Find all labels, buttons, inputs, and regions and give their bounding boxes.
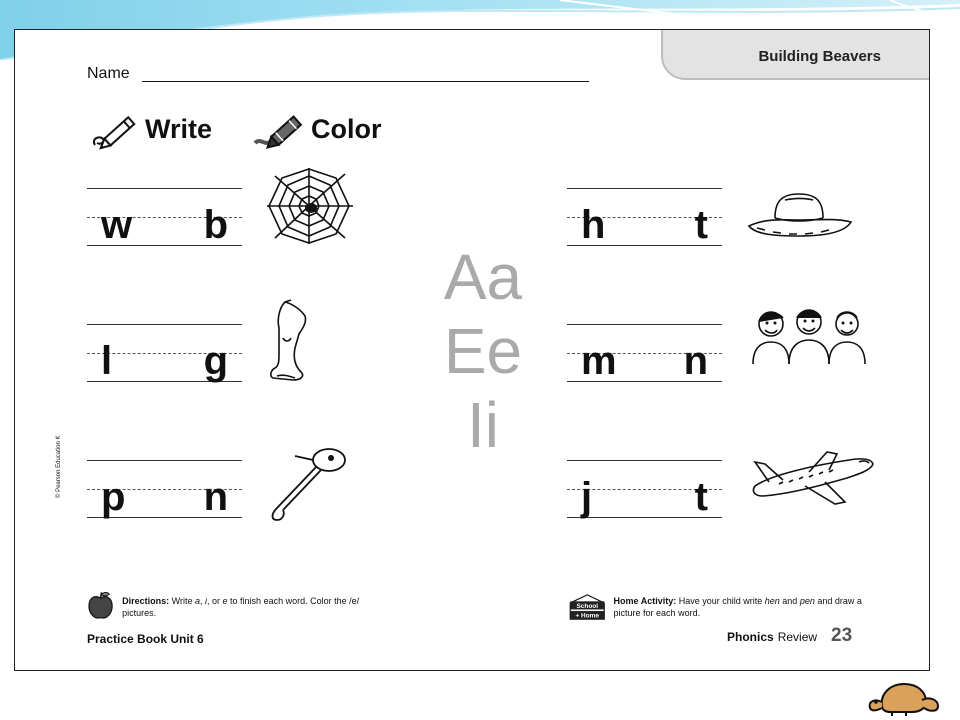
vowel-letters bbox=[433, 240, 533, 462]
review-label: Review bbox=[777, 630, 818, 644]
last-letter: n bbox=[203, 475, 228, 519]
first-letter: m bbox=[581, 339, 617, 383]
vowel-e: Ee bbox=[443, 315, 523, 387]
beaver-logo-icon bbox=[862, 676, 942, 716]
word-row-jet bbox=[567, 460, 722, 520]
directions-text: Directions: Write a, i, or e to finish each word. Color the /e/ pictures. bbox=[122, 596, 360, 618]
word-row-leg bbox=[87, 324, 242, 384]
top-writing-line bbox=[87, 324, 242, 325]
title-tab bbox=[661, 29, 930, 80]
first-letter: j bbox=[581, 475, 593, 519]
last-letter: t bbox=[694, 203, 708, 247]
phonics-label: Phonics bbox=[727, 630, 774, 644]
vowel-a: Aa bbox=[443, 241, 523, 313]
logo-bottom-text: + Home bbox=[575, 612, 600, 620]
first-letter: w bbox=[101, 203, 133, 247]
last-letter: t bbox=[694, 475, 708, 519]
jet-picture[interactable] bbox=[749, 442, 877, 508]
top-writing-line bbox=[87, 188, 242, 189]
word-row-web bbox=[87, 188, 242, 248]
copyright-notice: © Pearson Education K bbox=[56, 435, 62, 498]
top-writing-line bbox=[87, 460, 242, 461]
first-letter: l bbox=[101, 339, 113, 383]
last-letter: n bbox=[683, 339, 708, 383]
home-activity bbox=[567, 590, 887, 624]
word-row-hat bbox=[567, 188, 722, 248]
top-writing-line bbox=[567, 324, 722, 325]
home-activity-text: Home Activity: Have your child write hen and pen and draw a picture for each word. bbox=[613, 596, 862, 618]
vowel-i: Ii bbox=[467, 389, 499, 461]
name-label: Name bbox=[87, 65, 130, 82]
pencil-icon bbox=[89, 109, 141, 151]
pin-picture[interactable] bbox=[265, 442, 351, 522]
first-letter: h bbox=[581, 203, 606, 247]
worksheet-page bbox=[14, 29, 930, 671]
last-letter: b bbox=[203, 203, 228, 247]
page-number: 23 bbox=[831, 625, 853, 646]
logo-top-text: School bbox=[576, 602, 599, 610]
apple-icon bbox=[87, 590, 114, 620]
word-row-men bbox=[567, 324, 722, 384]
leg-picture[interactable] bbox=[265, 298, 313, 384]
top-writing-line bbox=[567, 460, 722, 461]
last-letter: g bbox=[203, 339, 228, 383]
book-label: Practice Book Unit 6 bbox=[87, 632, 204, 646]
top-writing-line bbox=[567, 188, 722, 189]
worksheet-title: Building Beavers bbox=[758, 48, 881, 65]
word-row-pin bbox=[87, 460, 242, 520]
write-legend bbox=[89, 107, 212, 152]
footer-right bbox=[727, 625, 852, 647]
write-label: Write bbox=[145, 114, 213, 144]
name-line bbox=[142, 81, 589, 82]
color-legend bbox=[253, 107, 382, 152]
spider-web-picture[interactable] bbox=[263, 166, 359, 246]
school-home-logo bbox=[567, 590, 608, 624]
color-label: Color bbox=[311, 114, 382, 144]
first-letter: p bbox=[101, 475, 126, 519]
hat-picture[interactable] bbox=[745, 188, 855, 240]
men-picture[interactable] bbox=[749, 304, 869, 366]
crayon-icon bbox=[253, 109, 307, 151]
directions bbox=[87, 590, 387, 620]
